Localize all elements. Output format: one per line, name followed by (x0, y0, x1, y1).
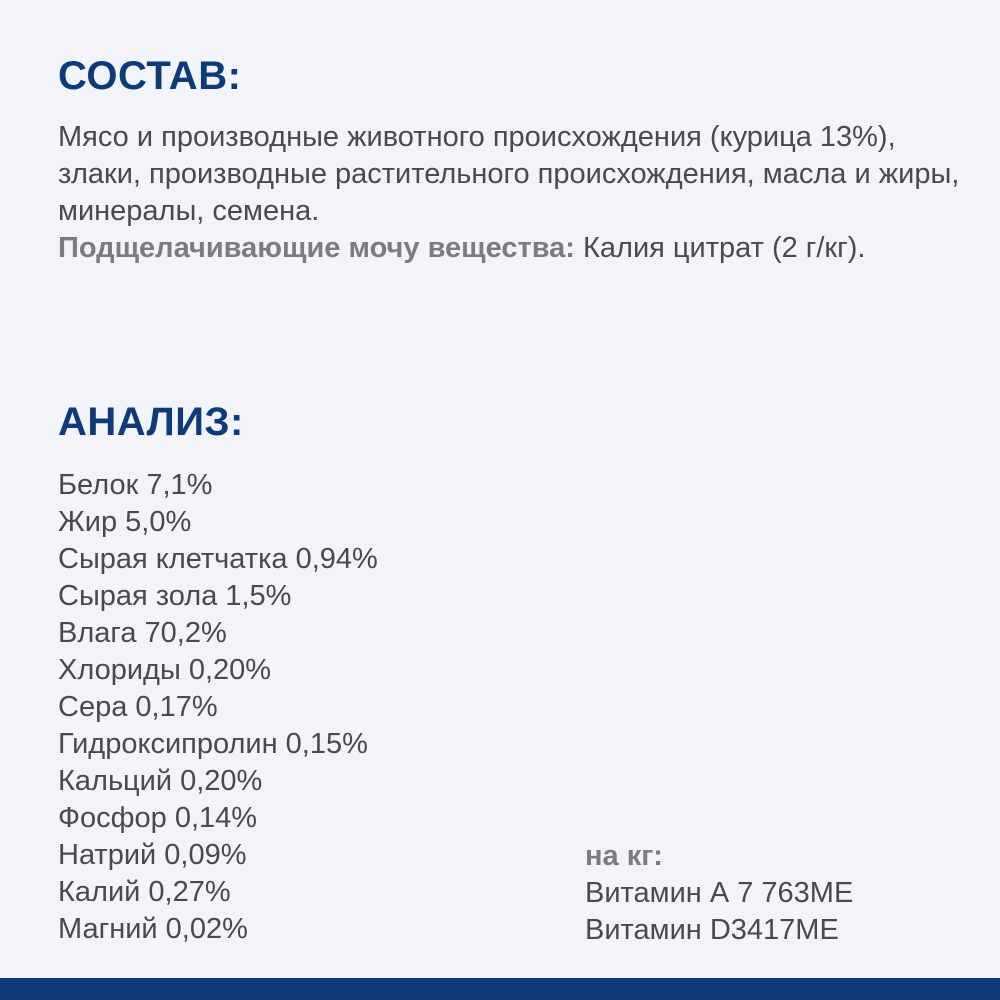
analysis-heading: АНАЛИЗ: (58, 400, 244, 444)
urine-alkalizer-value: Калия цитрат (2 г/кг). (574, 232, 866, 264)
analysis-item-crude-fiber: Сырая клетчатка 0,94% (58, 543, 378, 575)
analysis-item-phosphorus: Фосфор 0,14% (58, 802, 258, 834)
per-kg-block (585, 838, 853, 949)
analysis-item-calcium: Кальций 0,20% (58, 765, 263, 797)
urine-alkalizer-label: Подщелачивающие мочу вещества: (58, 232, 575, 264)
composition-text-block (58, 119, 978, 267)
vitamin-a-value: Витамин А 7 763МЕ (585, 877, 854, 909)
analysis-item-sulfur: Сера 0,17% (58, 691, 218, 723)
analysis-item-potassium: Калий 0,27% (58, 876, 231, 908)
analysis-list (58, 467, 378, 948)
analysis-item-magnesium: Магний 0,02% (58, 913, 248, 945)
analysis-item-fat: Жир 5,0% (58, 506, 192, 538)
analysis-item-chlorides: Хлориды 0,20% (58, 654, 272, 686)
analysis-item-moisture: Влага 70,2% (58, 617, 227, 649)
composition-heading: СОСТАВ: (58, 54, 242, 98)
analysis-item-sodium: Натрий 0,09% (58, 839, 247, 871)
analysis-item-protein: Белок 7,1% (58, 469, 213, 501)
bottom-accent-bar (0, 978, 1000, 1000)
vitamin-d3-value: Витамин D3417МЕ (585, 914, 839, 946)
analysis-item-crude-ash: Сырая зола 1,5% (58, 580, 292, 612)
per-kg-label: на кг: (585, 840, 663, 872)
analysis-item-hydroxyproline: Гидроксипролин 0,15% (58, 728, 368, 760)
composition-ingredients: Мясо и производные животного происхождения (курица 13%), злаки, производные растительного происхождения, масла и жиры, минералы, семена. (58, 121, 960, 227)
